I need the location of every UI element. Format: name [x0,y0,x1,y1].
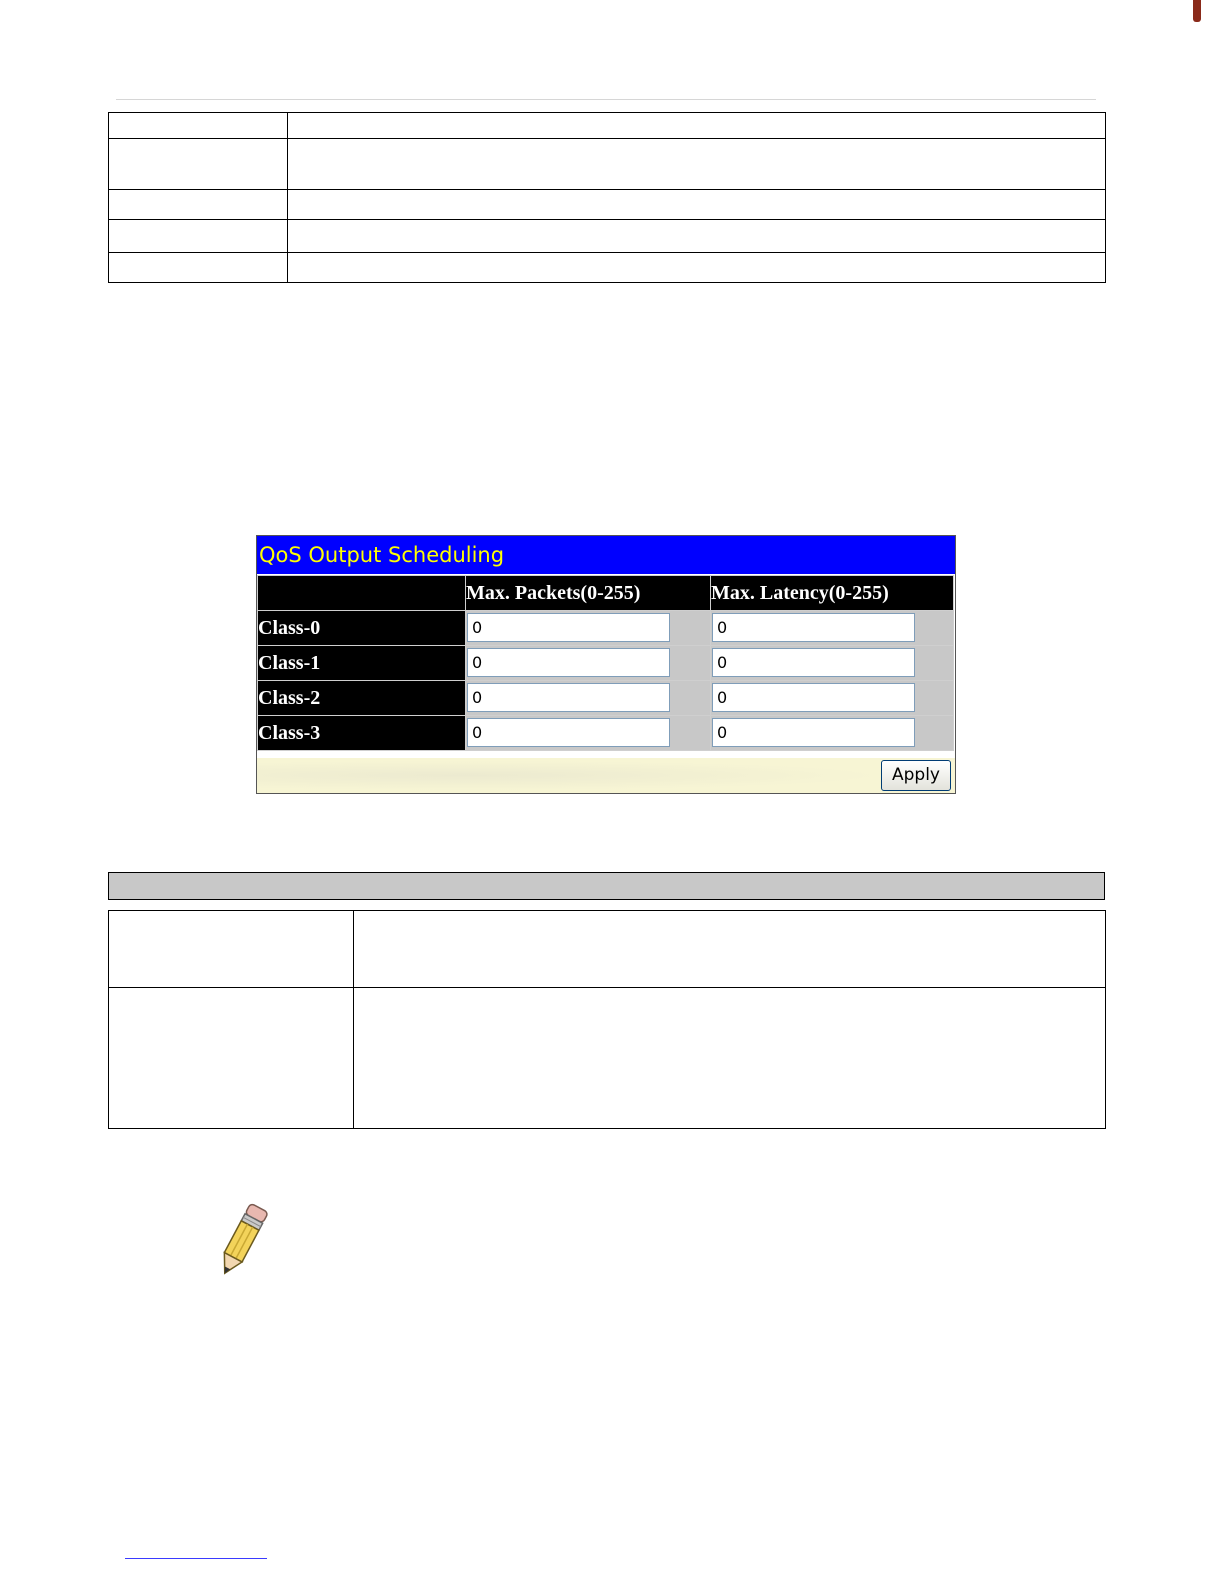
max-latency-input[interactable] [712,683,915,712]
header-empty-cell [258,576,466,611]
class-label: Class-1 [258,646,466,681]
table-cell [109,988,354,1129]
max-latency-input[interactable] [712,718,915,747]
table-row [109,113,1106,139]
table-cell [109,253,288,283]
max-latency-input[interactable] [712,613,915,642]
max-packets-input[interactable] [467,683,670,712]
max-packets-input[interactable] [467,648,670,677]
table-row [109,911,1106,988]
table-row [109,253,1106,283]
max-latency-input[interactable] [712,648,915,677]
apply-button[interactable]: Apply [881,760,951,791]
panel-footer [257,758,955,793]
table-cell [109,220,288,253]
panel-title: QoS Output Scheduling [257,536,955,574]
table-row [109,139,1106,190]
table-header-row [258,576,954,611]
max-packets-input[interactable] [467,718,670,747]
column-header-max-packets: Max. Packets(0-255) [466,576,711,611]
class-label: Class-3 [258,716,466,751]
crop-mark [1193,0,1201,22]
table-cell [288,113,1106,139]
parameter-table-bottom [108,910,1106,1129]
qos-output-scheduling-panel [256,535,956,794]
table-cell [109,911,354,988]
table-row [258,646,954,681]
table-cell [109,190,288,220]
qos-class-table [257,575,954,751]
max-packets-input[interactable] [467,613,670,642]
table-row [109,988,1106,1129]
footer-link-underline[interactable] [125,1558,267,1559]
table-cell [288,139,1106,190]
table-cell [288,220,1106,253]
class-label: Class-0 [258,611,466,646]
table-row [258,716,954,751]
table-cell [109,139,288,190]
class-label: Class-2 [258,681,466,716]
table-row [109,190,1106,220]
table-row [258,681,954,716]
table-cell [288,190,1106,220]
header-rule [116,99,1096,100]
table-row [258,611,954,646]
table-cell [109,113,288,139]
table-header-bar [108,872,1105,900]
table-cell [354,911,1106,988]
pencil-icon [210,1198,276,1284]
column-header-max-latency: Max. Latency(0-255) [711,576,954,611]
parameter-table-top [108,112,1106,283]
table-cell [288,253,1106,283]
table-row [109,220,1106,253]
table-cell [354,988,1106,1129]
